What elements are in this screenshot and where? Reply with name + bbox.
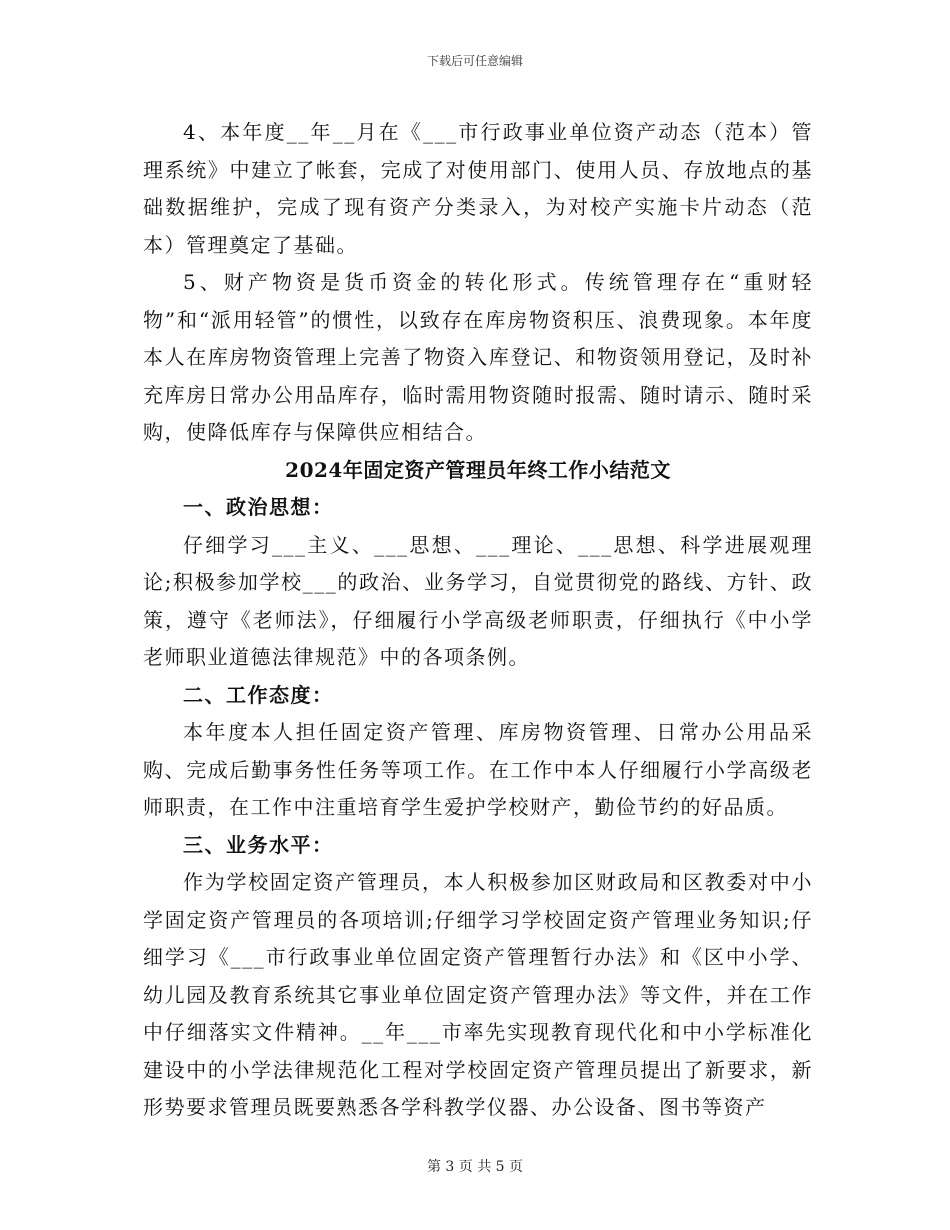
paragraph-4: 4、本年度__年__月在《___市行政事业单位资产动态（范本）管理系统》中建立了帐套，完成了对使用部门、使用人员、存放地点的基础数据维护，完成了现有资产分类录入，为对校产实施卡片动态（范本）管理奠定了基础。 (143, 120, 813, 257)
paragraph-political-thought: 仔细学习___主义、___思想、___理论、___思想、科学进展观理论;积极参加学校___的政治、业务学习，自觉贯彻党的路线、方针、政策，遵守《老师法》，仔细履行小学高级老师职责，仔细执行《中小学老师职业道德法律规范》中的各项条例。 (143, 532, 813, 669)
page-header: 下载后可任意编辑 (426, 54, 523, 68)
document-body (143, 114, 813, 1127)
heading-professional-level: 三、业务水平： (183, 832, 334, 857)
section-title: 2024年固定资产管理员年终工作小结范文 (285, 457, 671, 482)
paragraph-professional-level: 作为学校固定资产管理员，本人积极参加区财政局和区教委对中小学固定资产管理员的各项培训;仔细学习学校固定资产管理业务知识;仔细学习《___市行政事业单位固定资产管理暂行办法》和《区中小学、幼儿园及教育系统其它事业单位固定资产管理办法》等文件，并在工作中仔细落实文件精神。__年___市率先实现教育现代化和中小学标准化建设中的小学法律规范化工程对学校固定资产管理员提出了新要求，新形势要求管理员既要熟悉各学科教学仪器、办公设备、图书等资产 (143, 870, 813, 1119)
paragraph-5: 5、财产物资是货币资金的转化形式。传统管理存在“重财轻物”和“派用轻管”的惯性，以致存在库房物资积压、浪费现象。本年度本人在库房物资管理上完善了物资入库登记、和物资领用登记，及时补充库房日常办公用品库存，临时需用物资随时报需、随时请示、随时采购，使降低库存与保障供应相结合。 (143, 270, 813, 444)
heading-political-thought: 一、政治思想： (183, 495, 334, 519)
page-number-footer: 第 3 页 共 5 页 (426, 1159, 524, 1175)
heading-work-attitude: 二、工作态度： (183, 682, 334, 707)
paragraph-work-attitude: 本年度本人担任固定资产管理、库房物资管理、日常办公用品采购、完成后勤事务性任务等项工作。在工作中本人仔细履行小学高级老师职责，在工作中注重培育学生爱护学校财产，勤俭节约的好品质。 (143, 720, 813, 819)
